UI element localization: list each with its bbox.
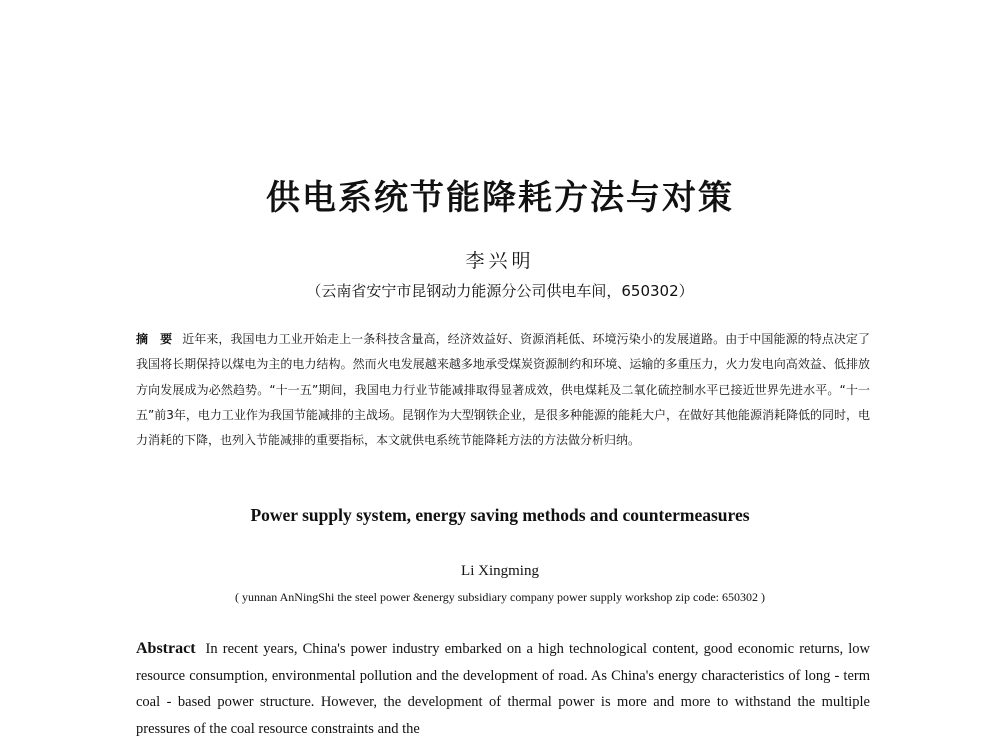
- affiliation-english: ( yunnan AnNingShi the steel power &energy subsidiary company power supply workshop zip code: 650302 ): [234, 590, 766, 604]
- abstract-chinese: [136, 327, 870, 453]
- author-chinese: 李兴明: [465, 250, 535, 272]
- abstract-label-chinese: 摘 要: [136, 332, 173, 346]
- abstract-english: [136, 636, 870, 742]
- abstract-label-english: Abstract: [136, 640, 196, 657]
- paper-title-chinese: 供电系统节能降耗方法与对策: [266, 178, 734, 218]
- affiliation-chinese: （云南省安宁市昆钢动力能源分公司供电车间，650302）: [306, 282, 694, 300]
- paper-title-english: Power supply system, energy saving methods and countermeasures: [250, 505, 750, 525]
- abstract-text-english: In recent years, China's power industry embarked on a high technological content, good economic returns, low resource consumption, environmental pollution and the development of road. As China's energy characteristics of long - term coal - based power structure. However, the development of thermal power is more and more to withstand the multiple pressures of the coal resource constraints and the: [136, 641, 870, 737]
- abstract-text-chinese: 近年来，我国电力工业开始走上一条科技含量高，经济效益好、资源消耗低、环境污染小的发展道路。由于中国能源的特点决定了我国将长期保持以煤电为主的电力结构。然而火电发展越来越多地承受煤炭资源制约和环境、运输的多重压力，火力发电向高效益、低排放方向发展成为必然趋势。“十一五”期间，我国电力行业节能减排取得显著成效，供电煤耗及二氧化硫控制水平已接近世界先进水平。“十一五”前3年，电力工业作为我国节能减排的主战场。昆钢作为大型钢铁企业，是很多种能源的能耗大户，在做好其他能源消耗降低的同时，电力消耗的下降，也列入节能减排的重要指标，本文就供电系统节能降耗方法的方法做分析归纳。: [136, 332, 870, 448]
- author-english: Li Xingming: [461, 563, 539, 579]
